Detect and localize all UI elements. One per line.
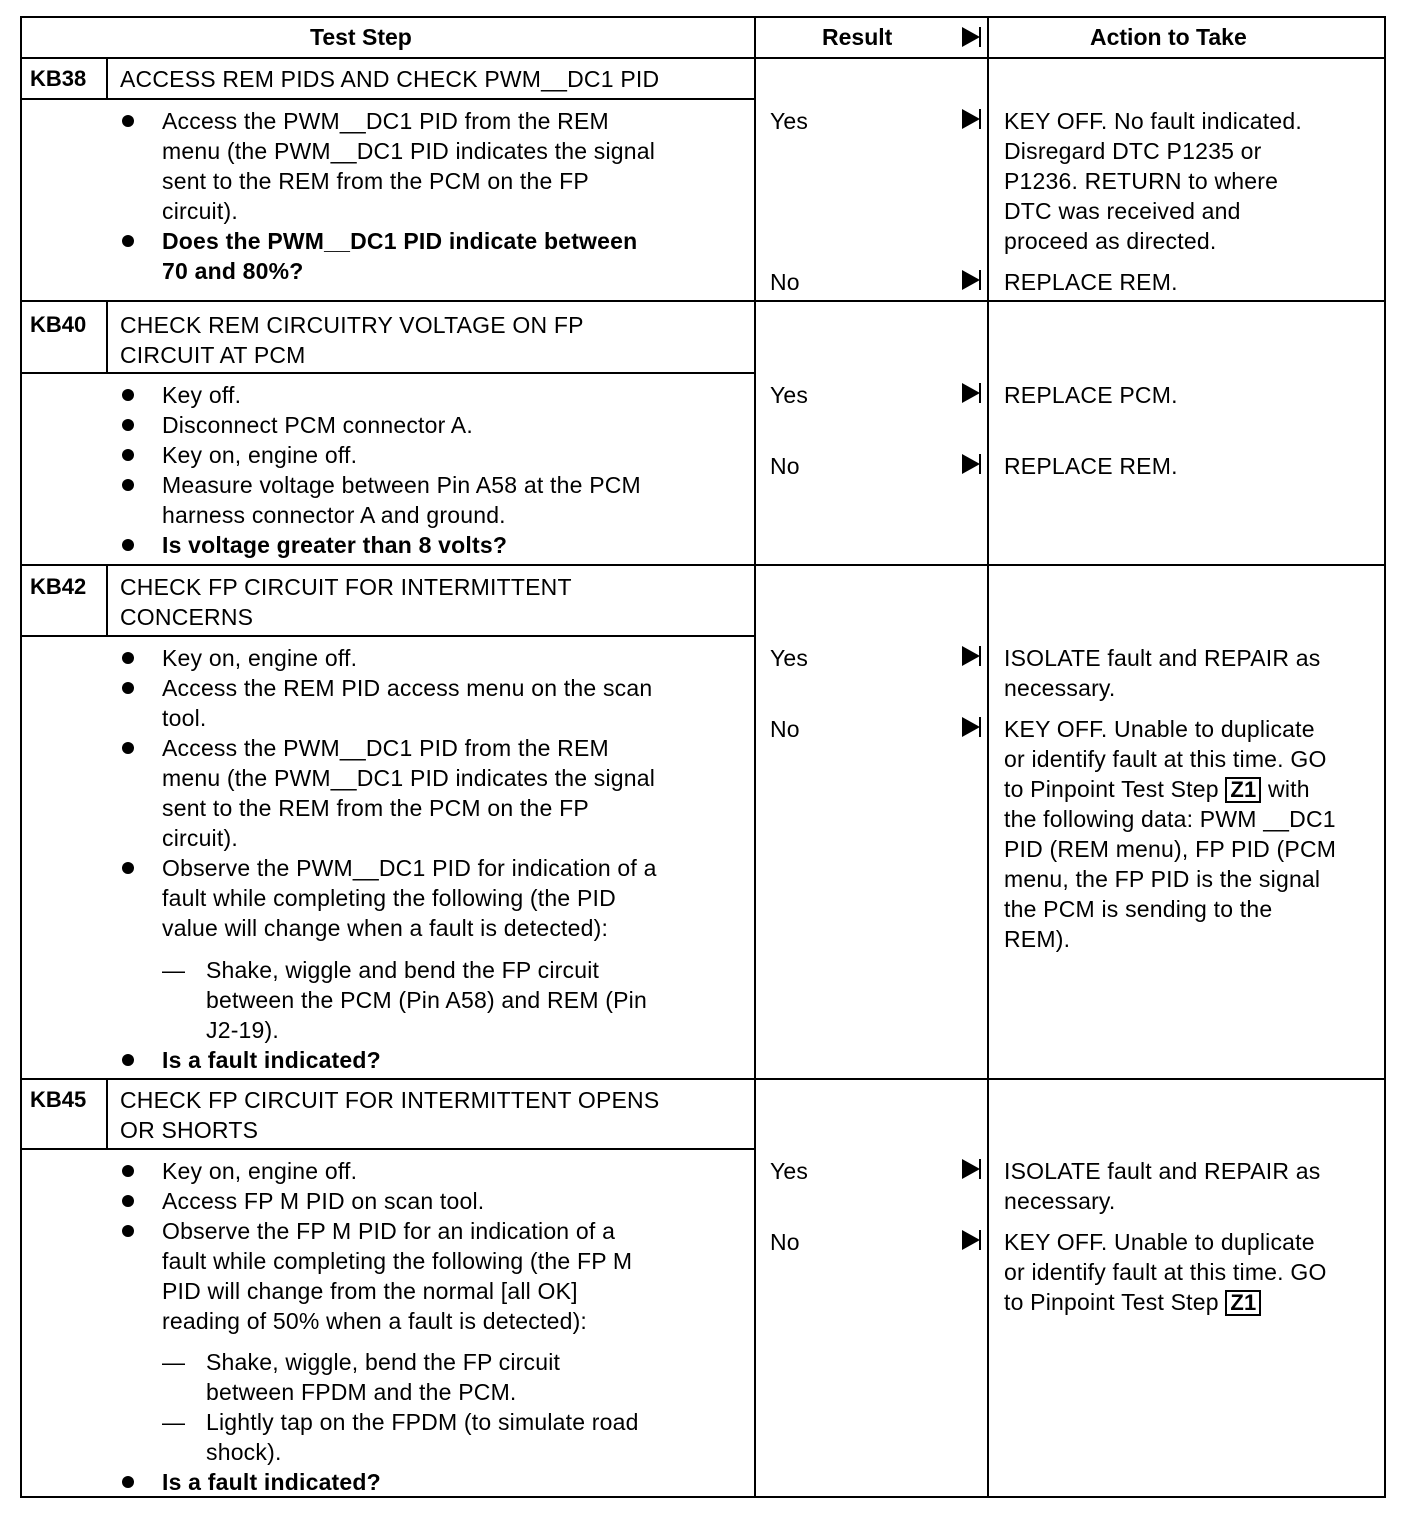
action-text [1004,1287,1261,1317]
step-title-divider [22,372,754,374]
step-title-kb45: CHECK FP CIRCUIT FOR INTERMITTENT OPENS [120,1087,660,1113]
header-action: Action to Take [1090,24,1247,50]
step-subtext: shock). [206,1439,282,1465]
step-subtext: between FPDM and the PCM. [206,1379,517,1405]
bullet-icon [122,235,134,247]
step-text: harness connector A and ground. [162,502,506,528]
action-text: KEY OFF. Unable to duplicate [1004,1229,1315,1255]
step-text: fault while completing the following (the PID [162,885,616,911]
step-title-kb42: CONCERNS [120,604,254,630]
step-text: sent to the REM from the PCM on the FP [162,168,589,194]
step-title-kb42: CHECK FP CIRCUIT FOR INTERMITTENT [120,574,572,600]
step-text: PID will change from the normal [all OK] [162,1278,578,1304]
action-text: KEY OFF. Unable to duplicate [1004,716,1315,742]
action-text-part: to Pinpoint Test Step [1004,1289,1219,1315]
test-table [20,16,1386,1498]
action-text: the following data: PWM __DC1 [1004,806,1336,832]
step-id-kb42: KB42 [30,574,87,599]
step-divider [22,300,1384,302]
step-text: Observe the FP M PID for an indication of a [162,1218,616,1244]
step-text: menu (the PWM__DC1 PID indicates the signal [162,138,656,164]
step-title-kb38: ACCESS REM PIDS AND CHECK PWM__DC1 PID [120,66,660,92]
step-text: Access the PWM__DC1 PID from the REM [162,108,609,134]
arrow-icon [962,270,980,290]
step-subtext: Shake, wiggle, bend the FP circuit [206,1349,561,1375]
step-title-divider [22,1148,754,1150]
action-text-part: to Pinpoint Test Step [1004,776,1219,802]
dash-icon: — [162,1349,185,1375]
action-text: menu, the FP PID is the signal [1004,866,1321,892]
step-id-divider [106,564,108,636]
result-no: No [770,269,800,295]
step-question: Is a fault indicated? [162,1047,381,1073]
arrow-icon [962,383,980,403]
bullet-icon [122,862,134,874]
arrow-icon [962,717,980,737]
bullet-icon [122,539,134,551]
action-text: necessary. [1004,1188,1116,1214]
step-question: 70 and 80%? [162,258,304,284]
action-text: ISOLATE fault and REPAIR as [1004,1158,1321,1184]
bullet-icon [122,115,134,127]
step-id-divider [106,300,108,372]
step-text: circuit). [162,198,238,224]
action-text [1004,774,1310,804]
step-text: Measure voltage between Pin A58 at the PCM [162,472,641,498]
step-text: circuit). [162,825,238,851]
action-text: Disregard DTC P1235 or [1004,138,1262,164]
action-text: the PCM is sending to the [1004,896,1273,922]
step-title-divider [22,635,754,637]
action-text: REPLACE REM. [1004,269,1178,295]
step-id-divider [106,1078,108,1149]
bullet-icon [122,419,134,431]
step-question: Is voltage greater than 8 volts? [162,532,508,558]
result-no: No [770,716,800,742]
step-text: Key on, engine off. [162,645,358,671]
header-result: Result [822,24,893,50]
action-text: REM). [1004,926,1071,952]
step-text: reading of 50% when a fault is detected): [162,1308,588,1334]
step-subtext: J2-19). [206,1017,279,1043]
step-subtext: between the PCM (Pin A58) and REM (Pin [206,987,647,1013]
step-text: Key on, engine off. [162,1158,358,1184]
dash-icon: — [162,1409,185,1435]
action-text: REPLACE PCM. [1004,382,1178,408]
action-text: P1236. RETURN to where [1004,168,1279,194]
action-text: or identify fault at this time. GO [1004,1259,1327,1285]
result-yes: Yes [770,645,809,671]
result-no: No [770,453,800,479]
step-title-divider [22,98,754,100]
step-id-kb45: KB45 [30,1087,87,1112]
column-divider-result [754,18,756,1496]
arrow-icon [962,1230,980,1250]
bullet-icon [122,1054,134,1066]
header-arrow-icon [962,27,980,47]
action-text: PID (REM menu), FP PID (PCM [1004,836,1337,862]
step-id-kb40: KB40 [30,312,87,337]
bullet-icon [122,1225,134,1237]
bullet-icon [122,1476,134,1488]
header-divider [22,57,1384,59]
arrow-icon [962,646,980,666]
bullet-icon [122,1165,134,1177]
step-question: Does the PWM__DC1 PID indicate between [162,228,638,254]
pinpoint-ref-z1[interactable]: Z1 [1225,1290,1261,1316]
step-id-kb38: KB38 [30,66,87,91]
step-divider [22,564,1384,566]
step-title-kb40: CHECK REM CIRCUITRY VOLTAGE ON FP [120,312,584,338]
step-question: Is a fault indicated? [162,1469,381,1495]
result-no: No [770,1229,800,1255]
action-text: necessary. [1004,675,1116,701]
action-text: ISOLATE fault and REPAIR as [1004,645,1321,671]
action-text: KEY OFF. No fault indicated. [1004,108,1302,134]
bullet-icon [122,682,134,694]
bullet-icon [122,449,134,461]
arrow-icon [962,454,980,474]
pinpoint-ref-z1[interactable]: Z1 [1225,777,1261,803]
step-title-kb40: CIRCUIT AT PCM [120,342,306,368]
header-test-step: Test Step [310,24,412,50]
step-text: value will change when a fault is detected): [162,915,609,941]
action-text-part: with [1268,776,1310,802]
step-id-divider [106,57,108,99]
column-divider-action [987,18,989,1496]
step-title-kb45: OR SHORTS [120,1117,259,1143]
bullet-icon [122,652,134,664]
step-text: Access FP M PID on scan tool. [162,1188,485,1214]
action-text: REPLACE REM. [1004,453,1178,479]
bullet-icon [122,1195,134,1207]
result-yes: Yes [770,1158,809,1184]
result-yes: Yes [770,108,809,134]
step-text: sent to the REM from the PCM on the FP [162,795,589,821]
action-text: or identify fault at this time. GO [1004,746,1327,772]
step-text: Access the PWM__DC1 PID from the REM [162,735,609,761]
step-text: Observe the PWM__DC1 PID for indication of a [162,855,657,881]
action-text: proceed as directed. [1004,228,1217,254]
bullet-icon [122,742,134,754]
step-text: menu (the PWM__DC1 PID indicates the signal [162,765,656,791]
arrow-icon [962,1159,980,1179]
step-text: Key off. [162,382,242,408]
bullet-icon [122,479,134,491]
action-text: DTC was received and [1004,198,1241,224]
step-subtext: Lightly tap on the FPDM (to simulate road [206,1409,639,1435]
step-subtext: Shake, wiggle and bend the FP circuit [206,957,600,983]
step-divider [22,1078,1384,1080]
result-yes: Yes [770,382,809,408]
dash-icon: — [162,957,185,983]
step-text: Disconnect PCM connector A. [162,412,473,438]
step-text: Key on, engine off. [162,442,358,468]
step-text: tool. [162,705,207,731]
bullet-icon [122,389,134,401]
step-text: fault while completing the following (the FP M [162,1248,633,1274]
step-text: Access the REM PID access menu on the scan [162,675,653,701]
arrow-icon [962,109,980,129]
